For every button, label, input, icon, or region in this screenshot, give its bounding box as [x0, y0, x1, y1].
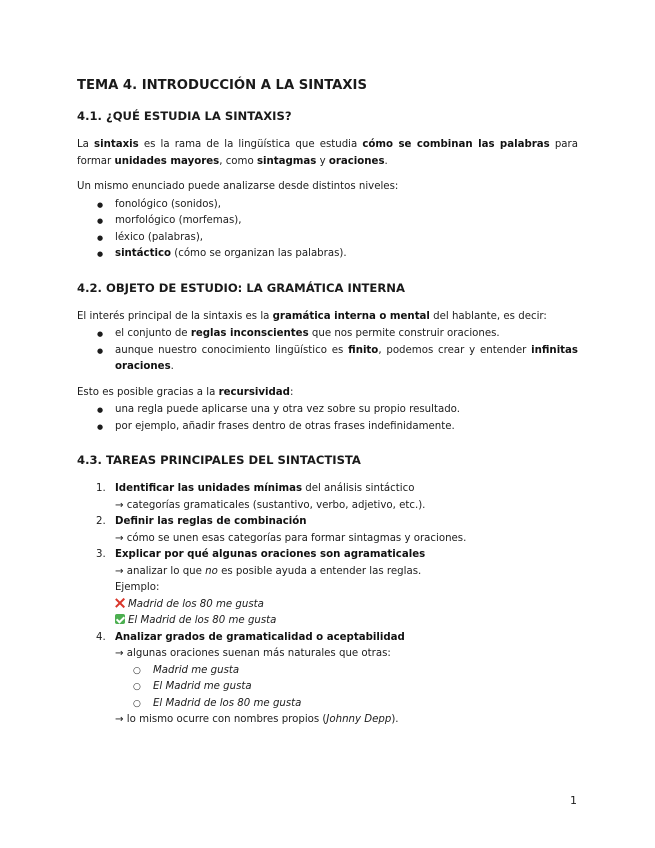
list-item — [77, 326, 578, 343]
cross-mark-icon — [115, 598, 125, 608]
text-span: del hablante, es decir: — [429, 310, 547, 322]
section-heading-4-1: 4.1. ¿QUÉ ESTUDIA LA SINTAXIS? — [77, 109, 292, 123]
acceptability-examples-list — [115, 663, 578, 713]
text-span: El interés principal de la sintaxis es la — [77, 310, 273, 322]
text-span: , podemos crear y entender — [378, 344, 532, 356]
bold-term: Definir las reglas de combinación — [115, 516, 307, 527]
section-heading-4-2: 4.2. OBJETO DE ESTUDIO: LA GRAMÁTICA INTERNA — [77, 280, 405, 295]
check-mark-icon — [115, 614, 125, 624]
text-span: el conjunto de — [115, 328, 191, 339]
italic-term: no — [205, 565, 218, 577]
text-span: La — [77, 139, 95, 150]
task-detail: → algunas oraciones suenan más naturales que otras: — [115, 648, 391, 659]
list-item: ● morfológico (morfemas), — [77, 213, 578, 230]
text-span: : — [289, 386, 294, 398]
text-span: es posible ayuda a entender las reglas. — [217, 565, 422, 577]
text-span: que nos permite construir oraciones. — [308, 328, 500, 339]
document-content — [77, 76, 578, 729]
section-heading-4-3: 4.3. TAREAS PRINCIPALES DEL SINTACTISTA — [77, 453, 361, 467]
section-spacer — [77, 443, 578, 451]
text-span: . — [170, 361, 174, 372]
list-item — [77, 343, 578, 376]
bad-example — [115, 599, 264, 610]
task-detail — [115, 566, 421, 577]
task-item-2 — [77, 514, 578, 547]
bold-term: infinitas oraciones — [115, 344, 578, 372]
recursion-list — [77, 402, 578, 435]
list-item: ○ Madrid me gusta — [115, 663, 578, 680]
list-item: ○ El Madrid me gusta — [115, 679, 578, 696]
list-item: ● una regla puede aplicarse una y otra vez sobre su propio resultado. — [77, 402, 578, 419]
list-number: 1. — [96, 483, 106, 494]
tasks-list — [77, 481, 578, 729]
list-item: ● léxico (palabras), — [77, 230, 578, 247]
bold-term: Identificar las unidades mínimas — [115, 483, 303, 494]
paragraph-definition — [77, 137, 578, 170]
bold-term: reglas inconscientes — [190, 328, 309, 339]
task-detail: → cómo se unen esas categorías para formar sintagmas y oraciones. — [115, 532, 467, 544]
good-example — [115, 615, 276, 626]
text-span: ). — [391, 714, 399, 725]
example-text: Madrid de los 80 me gusta — [128, 598, 264, 610]
text-span: Esto es posible gracias a la — [77, 386, 219, 398]
paragraph-levels-intro: Un mismo enunciado puede analizarse desde distintos niveles: — [77, 181, 399, 192]
text-span: (cómo se organizan las palabras). — [171, 248, 347, 259]
text-span: → analizar lo que — [115, 565, 206, 577]
paragraph-internal-grammar — [77, 309, 578, 326]
list-item: ● por ejemplo, añadir frases dentro de otras frases indefinidamente. — [77, 419, 578, 436]
text-span: del análisis sintáctico — [302, 483, 415, 494]
section-spacer — [77, 271, 578, 279]
task-item-4 — [77, 630, 578, 729]
document-title: TEMA 4. INTRODUCCIÓN A LA SINTAXIS — [77, 78, 367, 93]
bold-term: Analizar grados de gramaticalidad o aceptabilidad — [115, 631, 405, 643]
bold-term: cómo se combinan las palabras — [362, 139, 550, 150]
task-item-3 — [77, 547, 578, 630]
bold-term: gramática interna o mental — [272, 310, 430, 322]
levels-list — [77, 197, 578, 263]
task-item-1 — [77, 481, 578, 514]
bold-term: Explicar por qué algunas oraciones son agramaticales — [115, 549, 426, 560]
text-span: → lo mismo ocurre con nombres propios ( — [115, 714, 327, 725]
paragraph-recursion — [77, 385, 578, 402]
text-span: aunque nuestro conocimiento lingüístico es — [115, 344, 349, 356]
list-number: 4. — [96, 631, 106, 643]
bold-term: sintáctico — [115, 248, 171, 259]
italic-term: Johnny Depp — [326, 714, 392, 725]
bold-term: oraciones — [328, 155, 385, 167]
example-text: El Madrid de los 80 me gusta — [128, 615, 277, 626]
bold-term: recursividad — [218, 386, 290, 398]
bold-term: sintaxis — [94, 139, 139, 150]
internal-grammar-list — [77, 326, 578, 376]
bold-term: finito — [348, 344, 379, 356]
text-span: y — [316, 155, 329, 167]
example-label: Ejemplo: — [115, 582, 160, 593]
text-span: . — [384, 155, 388, 167]
text-span: , como — [219, 155, 257, 167]
bold-term: unidades mayores — [114, 155, 220, 167]
text-span: para formar — [77, 139, 578, 167]
list-item: ● fonológico (sonidos), — [77, 197, 578, 214]
list-item — [77, 246, 578, 263]
page-number: 1 — [570, 794, 577, 807]
list-number: 3. — [96, 549, 106, 560]
list-number: 2. — [96, 516, 106, 527]
task-note — [115, 714, 399, 725]
bold-term: sintagmas — [256, 155, 317, 167]
task-detail: → categorías gramaticales (sustantivo, verbo, adjetivo, etc.). — [115, 499, 426, 511]
text-span: es la rama de la lingüística que estudia — [138, 139, 363, 150]
list-item: ○ El Madrid de los 80 me gusta — [115, 696, 578, 713]
